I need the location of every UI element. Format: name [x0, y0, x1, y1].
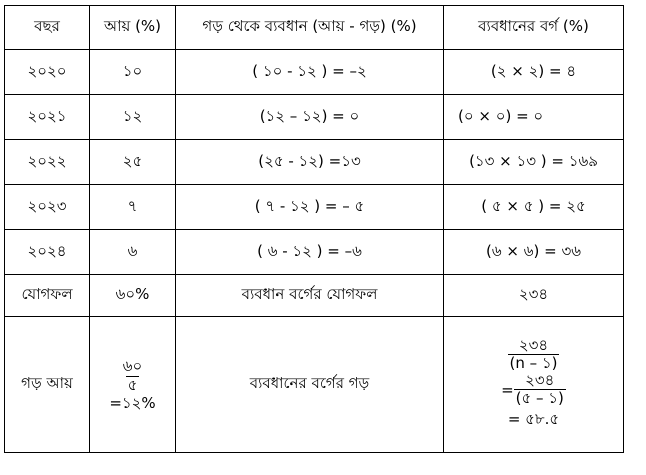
deviation-cell: ( ১০ - ১২ ) = –২: [176, 50, 444, 95]
deviation-cell: (২৫ - ১২) =১৩: [176, 140, 444, 185]
fraction-denominator: (৫ – ১): [515, 389, 564, 408]
average-income-cell: [90, 317, 176, 453]
fraction-numerator: ২৩৪: [525, 371, 555, 389]
income-fraction: [121, 358, 145, 394]
square-cell: (১৩ × ১৩ ) = ১৬৯: [444, 140, 624, 185]
variance-formula: [448, 337, 619, 433]
deviation-cell: ( ৬ - ১২ ) = –৬: [176, 230, 444, 275]
square-cell: (০ × ০) = ০: [444, 95, 624, 140]
income-cell: ৭: [90, 185, 176, 230]
fraction-numerator: ৬০: [122, 357, 143, 376]
header-square: ব্যবধানের বর্গ (%): [444, 6, 624, 50]
square-cell: (৬ × ৬) = ৩৬: [444, 230, 624, 275]
table-row: [5, 185, 624, 230]
equals-sign: =: [501, 380, 514, 399]
year-cell: ২০২৩: [5, 185, 90, 230]
table-header-row: [5, 6, 624, 50]
header-income: আয় (%): [90, 6, 176, 50]
income-cell: ২৫: [90, 140, 176, 185]
header-deviation: গড় থেকে ব্যবধান (আয় - গড়) (%): [176, 6, 444, 50]
variance-label: ব্যবধানের বর্গের গড়: [176, 317, 444, 453]
variance-cell: [444, 317, 624, 453]
table-row: [5, 140, 624, 185]
variance-result: = ৫৮.৫: [507, 409, 560, 428]
average-label: গড় আয়: [5, 317, 90, 453]
square-cell: (২ × ২) = ৪: [444, 50, 624, 95]
deviation-cell: (১২ – ১২) = ০: [176, 95, 444, 140]
income-cell: ৬: [90, 230, 176, 275]
year-cell: ২০২১: [5, 95, 90, 140]
header-year: বছর: [5, 6, 90, 50]
sum-row: [5, 275, 624, 317]
deviation-cell: ( ৭ - ১২ ) = – ৫: [176, 185, 444, 230]
table-row: [5, 230, 624, 275]
variance-fraction-numeric: [514, 372, 566, 408]
year-cell: ২০২০: [5, 50, 90, 95]
sum-deviation-label: ব্যবধান বর্গের যোগফল: [176, 275, 444, 317]
table-row: [5, 50, 624, 95]
sum-label: যোগফল: [5, 275, 90, 317]
square-cell: ( ৫ × ৫ ) = ২৫: [444, 185, 624, 230]
year-cell: ২০২২: [5, 140, 90, 185]
income-cell: ১২: [90, 95, 176, 140]
table-row: [5, 95, 624, 140]
fraction-denominator: (n – ১): [509, 353, 558, 372]
average-income-result: =১২%: [109, 393, 156, 412]
average-row: [5, 317, 624, 453]
sum-income: ৬০%: [90, 275, 176, 317]
variance-substitution: [501, 372, 566, 408]
variance-fraction-general: [508, 337, 560, 373]
sum-square: ২৩৪: [444, 275, 624, 317]
income-cell: ১০: [90, 50, 176, 95]
fraction-numerator: ২৩৪: [518, 335, 549, 354]
average-income-formula: [94, 357, 171, 412]
income-statistics-table: [4, 5, 624, 453]
fraction-denominator: ৫: [127, 375, 138, 394]
year-cell: ২০২৪: [5, 230, 90, 275]
